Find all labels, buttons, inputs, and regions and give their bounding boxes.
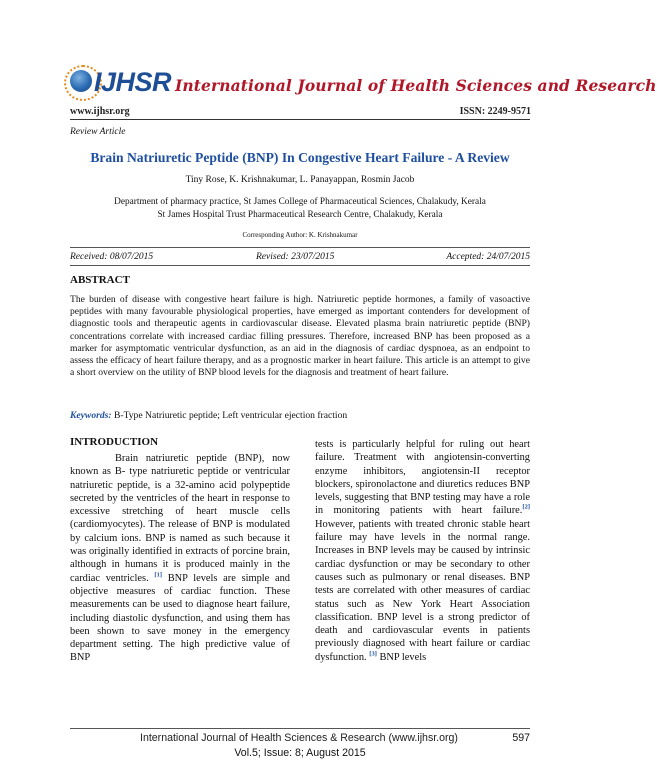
intro-text: BNP levels xyxy=(376,651,427,663)
intro-text: BNP levels are simple and objective measures of cardiac function. These measurements can be used to diagnose heart failure, including diastolic dysfunction, and using them has been shown to save money in the emergency department setting. The high predictive value of BNP xyxy=(70,572,290,664)
dates-top-divider xyxy=(70,247,530,248)
intro-text: Brain natriuretic peptide (BNP), now known as B- type natriuretic peptide or ventricular natriuretic peptide, is a 32-amino acid polypeptide secreted by the ventricles of the heart in response to excessive stretching of heart muscle cells (cardiomyocytes). The release of BNP is modulated by calcium ions. BNP is named as such because it was originally identified in extracts of porcine brain, although in humans it is produced mainly in the cardiac ventricles. xyxy=(70,453,290,584)
keywords-label: Keywords: xyxy=(70,410,112,421)
introduction-left-column xyxy=(70,452,290,665)
introduction-right-column xyxy=(315,438,530,664)
abstract-heading: ABSTRACT xyxy=(70,274,130,286)
revised-date: Revised: 23/07/2015 xyxy=(256,252,335,262)
footer-volume-line: Vol.5; Issue: 8; August 2015 xyxy=(234,747,366,759)
journal-website: www.ijhsr.org xyxy=(70,106,130,117)
citation-1[interactable]: [1] xyxy=(154,571,162,579)
accepted-date: Accepted: 24/07/2015 xyxy=(446,252,530,262)
keywords-text: B-Type Natriuretic peptide; Left ventricular ejection fraction xyxy=(111,410,348,421)
affiliation-1: Department of pharmacy practice, St James College of Pharmaceutical Sciences, Chalakudy, Kerala xyxy=(114,197,486,207)
article-title: Brain Natriuretic Peptide (BNP) In Congestive Heart Failure - A Review xyxy=(90,150,510,165)
footer-journal-line: International Journal of Health Sciences & Research (www.ijhsr.org) xyxy=(140,732,458,744)
authors: Tiny Rose, K. Krishnakumar, L. Panayappan, Rosmin Jacob xyxy=(185,175,415,185)
dates-bottom-divider xyxy=(70,265,530,266)
introduction-heading: INTRODUCTION xyxy=(70,436,159,448)
issn: ISSN: 2249-9571 xyxy=(459,106,531,117)
header-divider xyxy=(70,119,530,120)
journal-name: International Journal of Health Sciences and Research xyxy=(175,76,657,95)
journal-logo-globe-icon xyxy=(70,70,92,92)
citation-2[interactable]: [2] xyxy=(522,504,530,512)
corresponding-author: Corresponding Author: K. Krishnakumar xyxy=(242,231,358,239)
intro-text: tests is particularly helpful for ruling out heart failure. Treatment with angiotensin-converting enzyme inhibitors, angiotensin-II receptor blockers, spironolactone and diuretics reduces BNP levels, suggesting that BNP testing may have a role in monitoring patients with heart failure. xyxy=(315,439,530,517)
keywords xyxy=(70,410,347,421)
affiliation-2: St James Hospital Trust Pharmaceutical Research Centre, Chalakudy, Kerala xyxy=(157,210,443,220)
abstract-body: The burden of disease with congestive heart failure is high. Natriuretic peptide hormones, a family of vasoactive peptides with many favourable physiological properties, have emerged as important contenders for development of diagnostic tools and therapeutic agents in cardiovascular disease. Elevated plasma brain natriuretic peptide (BNP) concentrations correlate with increased cardiac filling pressures. Therefore, increased BNP has been proposed as a marker for asymptomatic ventricular dysfunction, as an aid in the diagnosis of cardiac dyspnoea, as an endpoint to assess the efficacy of heart failure therapy, and as a prognostic marker in heart failure. This article is an attempt to give a short overview on the utility of BNP blood levels for the diagnosis and treatment of heart failure. xyxy=(70,294,530,379)
intro-text: However, patients with treated chronic stable heart failure may have levels in the normal range. Increases in BNP levels may be caused by intrinsic cardiac dysfunction or may be secondary to other causes such as pulmonary or renal diseases. BNP tests are correlated with other measures of cardiac status such as New York Heart Association classification. BNP level is a strong predictor of death and cardiovascular events in patients previously diagnosed with heart failure or cardiac dysfunction. xyxy=(315,518,530,663)
journal-logo-text: IJHSR xyxy=(94,67,172,97)
page-number: 597 xyxy=(512,732,530,744)
article-type: Review Article xyxy=(70,127,126,137)
received-date: Received: 08/07/2015 xyxy=(70,252,154,262)
footer-divider xyxy=(70,728,530,729)
citation-3[interactable]: [3] xyxy=(369,650,377,658)
